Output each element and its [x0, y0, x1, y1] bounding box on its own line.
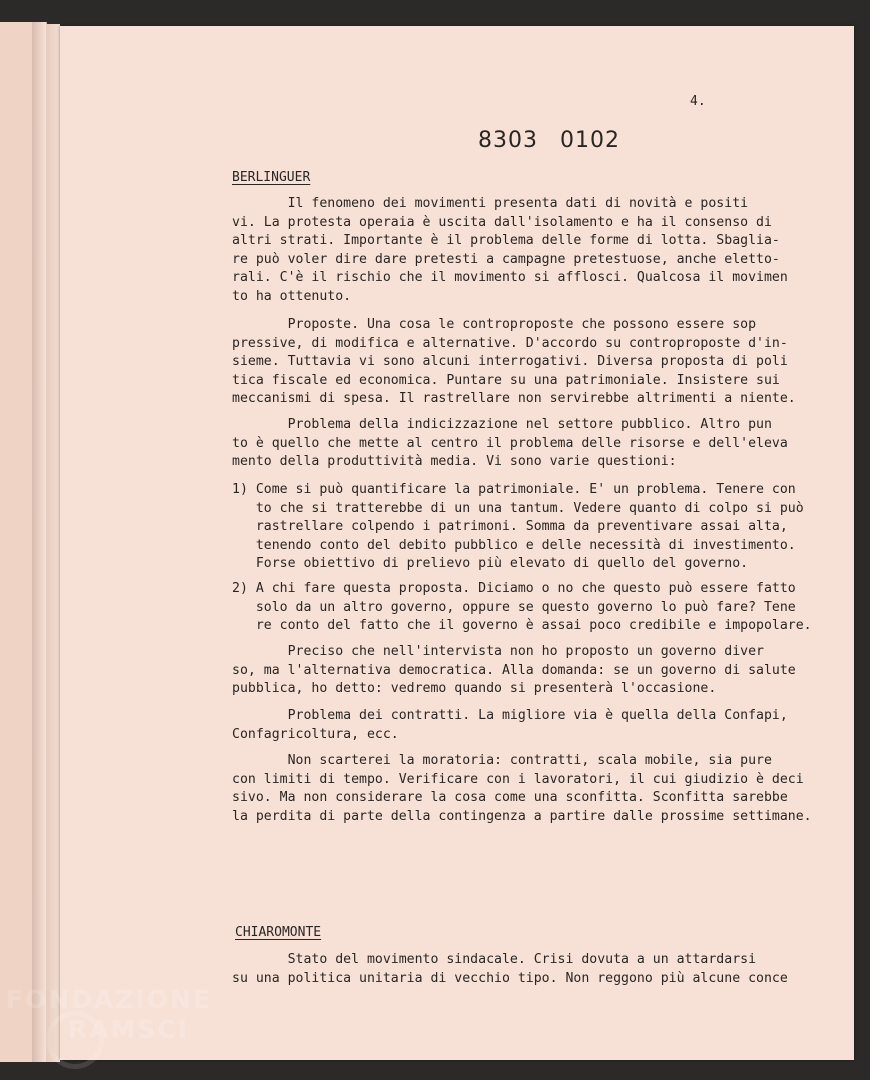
paragraph: Proposte. Una cosa le controproposte che possono essere sop pressive, di modifica e alternative. D'accordo su controproposte d'in- sieme. Tuttavia vi sono alcuni interrogativi. Diversa proposta di poli tica fiscale ed economica. Puntare su una patrimoniale. Insistere sui meccanismi di spesa. Il rastrellare non servirebbe altrimenti a niente. [232, 317, 796, 406]
document-code: 8303 0102 [478, 128, 620, 153]
watermark-ring-icon [46, 1011, 104, 1069]
page-edge [46, 24, 60, 1062]
paragraph: Il fenomeno dei movimenti presenta dati di novità e positi vi. La protesta operaia è uscita dall'isolamento e ha il consenso di altri strati. Importante è il problema delle forme di lotta. Sbaglia- re può voler dire dare pretesti a campagne pretestuose, anche eletto- rali. C'è il rischio che il movimento si afflosci. Qualcosa il movimen to ha ottenuto. [232, 196, 788, 304]
speaker-heading: BERLINGUER [232, 170, 311, 185]
list-item: 1) Come si può quantificare la patrimoniale. E' un problema. Tenere con to che si tratterebbe di un una tantum. Vedere quanto di colpo si può rastrellare colpendo i patrimoni. Somma da preventivare assai alta, tenendo conto del debito pubblico e delle necessità di investimento. Forse obiettivo di prelievo più elevato di quello del governo. [232, 482, 804, 571]
speaker-heading: CHIAROMONTE [235, 925, 322, 940]
list-item: 2) A chi fare questa proposta. Diciamo o no che questo può essere fatto solo da un altro governo, oppure se questo governo lo può fare? Tene re conto del fatto che il governo è assai poco credibile e impopolare. [232, 581, 812, 633]
left-page [0, 22, 47, 1062]
book-spine [32, 22, 46, 1062]
paragraph: Problema dei contratti. La migliore via è quella della Confapi, Confagricoltura, ecc. [232, 708, 788, 742]
paragraph: Stato del movimento sindacale. Crisi dovuta a un attardarsi su una politica unitaria di vecchio tipo. Non reggono più alcune conce [232, 952, 788, 986]
watermark-logo [6, 985, 226, 1045]
watermark-text: FONDAZIONE [6, 985, 213, 1014]
watermark-text: RAMSCI [68, 1015, 190, 1044]
paragraph: Non scarterei la moratoria: contratti, scala mobile, sia pure con limiti di tempo. Verificare con i lavoratori, il cui giudizio è deci sivo. Ma non considerare la cosa come una sconfitta. Sconfitta sarebbe la perdita di parte della contingenza a partire dalle prossime settimane. [232, 753, 812, 824]
page-number: 4. [690, 94, 706, 109]
paragraph: Preciso che nell'intervista non ho proposto un governo diver so, ma l'alternativa democratica. Alla domanda: se un governo di salute pubblica, ho detto: vedremo quando si presenterà l'occasione. [232, 644, 796, 696]
paragraph: Problema della indicizzazione nel settore pubblico. Altro pun to è quello che mette al centro il problema delle risorse e dell'eleva mento della produttività media. Vi sono varie questioni: [232, 417, 788, 469]
